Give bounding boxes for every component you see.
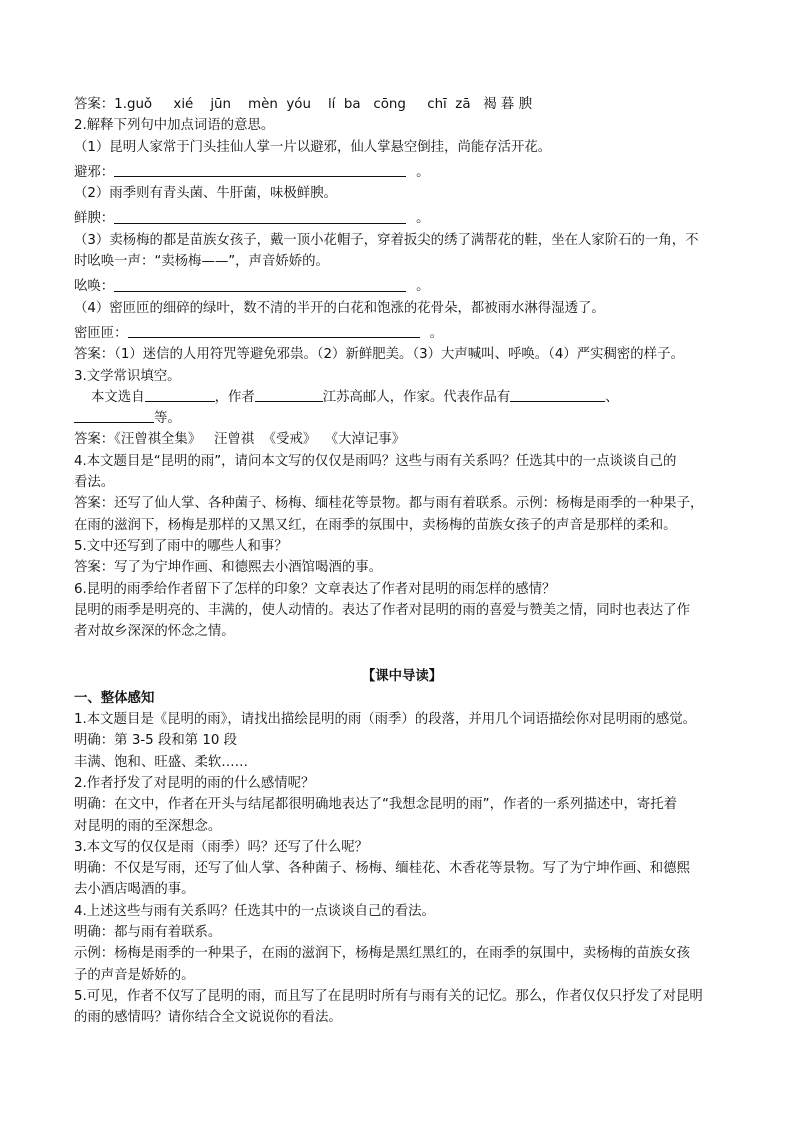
answer-q6: 昆明的雨季是明亮的、丰满的，使人动情的。表达了作者对昆明的雨的喜爱与赞美之情，同时也表达了作 <box>74 602 690 618</box>
answer-q4-cont: 在雨的滋润下，杨梅是那样的又黑又红，在雨季的氛围中，卖杨梅的苗族女孩子的声音是那样的柔和。 <box>74 517 677 533</box>
guide-q5: 5.可见，作者不仅写了昆明的雨，而且写了在昆明时所有与雨有关的记忆。那么，作者仅仅只抒发了对昆明 <box>74 988 703 1004</box>
guide-a1-words: 丰满、饱和、旺盛、柔软…… <box>74 754 249 770</box>
sentence-2: （2）雨季则有青头菌、牛肝菌，味极鲜腴。 <box>74 186 337 202</box>
sentence-4: （4）密匝匝的细碎的绿叶，数不清的半开的白花和饱涨的花骨朵，都被雨水淋得湿透了。 <box>74 300 605 316</box>
answer-blank[interactable] <box>145 400 215 402</box>
guide-q3: 3.本文写的仅仅是雨（雨季）吗？还写了什么呢？ <box>74 839 368 855</box>
question-3: 3.文学常识填空。 <box>74 368 181 384</box>
guide-a2-cont: 对昆明的雨的至深想念。 <box>74 818 222 834</box>
question-2: 2.解释下列句中加点词语的意思。 <box>74 118 275 134</box>
answer-pinyin-line: 答案：1.guǒ xié jūn mèn yóu lí ba cōng chī zā 褐 暮 腴 <box>74 97 532 112</box>
fill-line-literature-cont: 等。 <box>74 408 730 429</box>
answer-blank[interactable] <box>128 336 420 338</box>
guide-a1: 明确：第 3-5 段和第 10 段 <box>74 733 238 749</box>
question-4: 4.本文题目是“昆明的雨”，请问本文写的仅仅是雨吗？这些与雨有关系吗？任选其中的一点谈谈自己的 <box>74 453 677 469</box>
guide-q2: 2.作者抒发了对昆明的雨的什么感情呢？ <box>74 775 315 791</box>
document-page <box>74 94 730 1028</box>
answer-q3: 答案：《汪曾祺全集》 汪曾祺 《受戒》 《大淖记事》 <box>74 432 406 448</box>
guide-a4: 明确：都与雨有着联系。 <box>74 924 222 940</box>
question-5: 5.文中还写到了雨中的哪些人和事？ <box>74 538 288 554</box>
guide-a3-cont: 去小酒店喝酒的事。 <box>74 882 195 898</box>
answer-blank[interactable] <box>114 290 406 292</box>
answer-blank[interactable] <box>255 400 323 402</box>
answer-blank[interactable] <box>74 421 154 423</box>
answer-blank[interactable] <box>114 222 406 224</box>
answer-q2: 答案：（1）迷信的人用符咒等避免邪祟。（2）新鲜肥美。（3）大声喊叫、呼唤。（4）严实稠密的样子。 <box>74 347 684 363</box>
blank-line-mizaza: 密匝匝： 。 <box>74 323 730 344</box>
blank-label: 鲜腴： <box>74 211 115 227</box>
blank-label: 避邪： <box>74 164 115 180</box>
answer-q6-cont: 者对故乡深深的怀念之情。 <box>74 624 235 640</box>
guide-a2: 明确：在文中，作者在开头与结尾都很明确地表达了“我想念昆明的雨”，作者的一系列描述中，寄托着 <box>74 797 678 813</box>
answer-blank[interactable] <box>510 400 605 402</box>
blank-label: 密匝匝： <box>74 325 128 341</box>
answer-q4: 答案：还写了仙人掌、各种菌子、杨梅、缅桂花等景物。都与雨有着联系。示例：杨梅是雨季的一种果子， <box>74 496 704 512</box>
subsection-heading: 一、整体感知 <box>74 690 155 706</box>
section-heading: 【课中导读】 <box>361 669 443 685</box>
blank-line-bixie: 避邪： 。 <box>74 162 730 183</box>
guide-q1: 1.本文题目是《昆明的雨》，请找出描绘昆明的雨（雨季）的段落，并用几个词语描绘你对昆明雨的感觉。 <box>74 712 697 728</box>
guide-a3: 明确：不仅是写雨，还写了仙人掌、各种菌子、杨梅、缅桂花、木香花等景物。写了为宁坤作画、和德熙 <box>74 861 690 877</box>
guide-a4-example-cont: 子的声音是娇娇的。 <box>74 967 195 983</box>
guide-q5-cont: 的雨的感情吗？请你结合全文说说你的看法。 <box>74 1010 342 1026</box>
answer-q5: 答案：写了为宁坤作画、和德熙去小酒馆喝酒的事。 <box>74 560 382 576</box>
question-6: 6.昆明的雨季给作者留下了怎样的印象？文章表达了作者对昆明的雨怎样的感情？ <box>74 581 556 597</box>
guide-q4: 4.上述这些与雨有关系吗？任选其中的一点谈谈自己的看法。 <box>74 903 435 919</box>
answer-blank[interactable] <box>114 175 406 177</box>
blank-line-yaohuan: 吆唤： 。 <box>74 276 730 297</box>
sentence-1: （1）昆明人家常于门头挂仙人掌一片以避邪，仙人掌悬空倒挂，尚能存活开花。 <box>74 139 552 155</box>
question-4-cont: 看法。 <box>74 475 115 491</box>
sentence-3-cont: 时吆唤一声：“卖杨梅——”，声音娇娇的。 <box>74 254 329 270</box>
blank-line-xianyu: 鲜腴： 。 <box>74 208 730 229</box>
fill-line-literature: 本文选自 ，作者 江苏高邮人，作家。代表作品有 、 <box>74 389 619 405</box>
guide-a4-example: 示例：杨梅是雨季的一种果子，在雨的滋润下，杨梅是黑红黑红的，在雨季的氛围中，卖杨梅的苗族女孩 <box>74 946 690 962</box>
blank-label: 吆唤： <box>74 279 115 295</box>
sentence-3: （3）卖杨梅的都是苗族女孩子，戴一顶小花帽子，穿着扳尖的绣了满帮花的鞋，坐在人家阶石的一角，不 <box>74 232 699 248</box>
